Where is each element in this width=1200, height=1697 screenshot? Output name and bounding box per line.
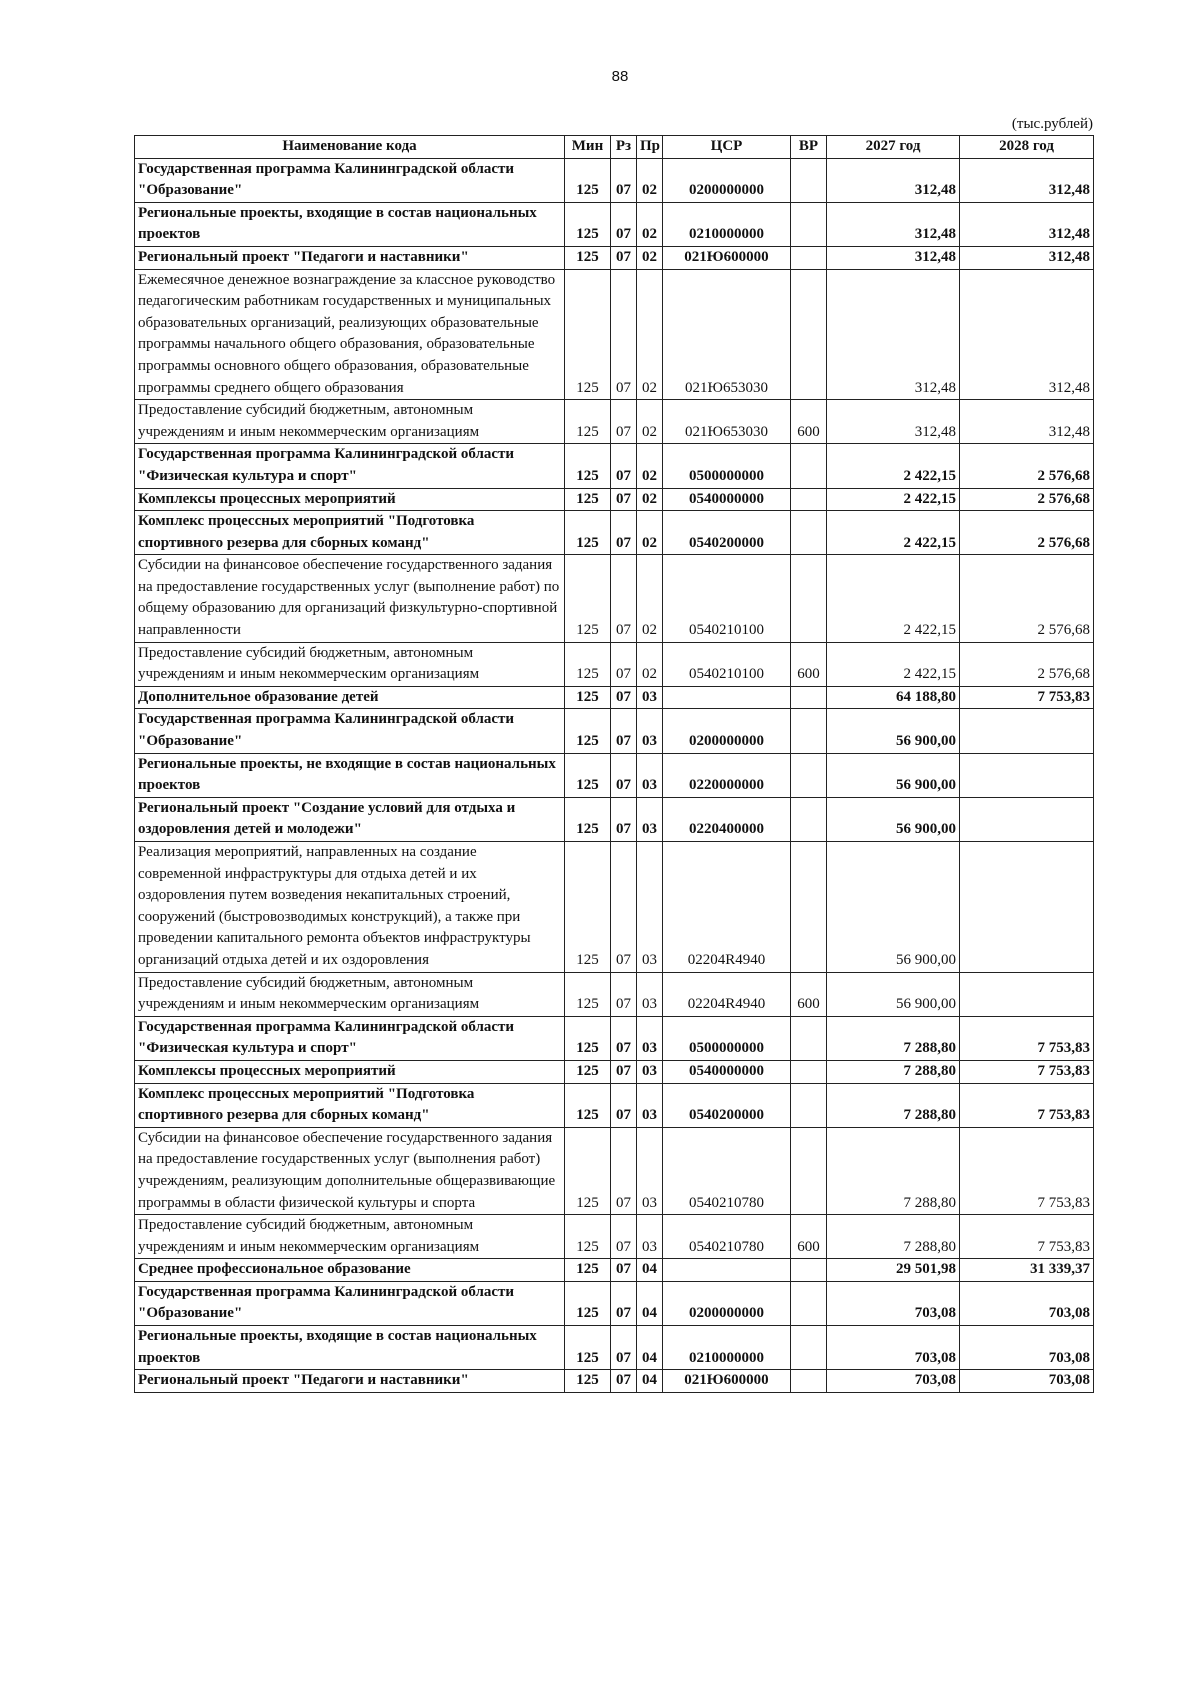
cell-csr: 0500000000 <box>663 1016 791 1060</box>
header-pr: Пр <box>637 136 663 159</box>
cell-pr: 03 <box>637 797 663 841</box>
cell-vr: 600 <box>791 642 827 686</box>
cell-2028: 312,48 <box>960 158 1094 202</box>
cell-min: 125 <box>565 972 611 1016</box>
cell-rz: 07 <box>611 555 637 642</box>
cell-min: 125 <box>565 753 611 797</box>
table-row <box>135 797 1094 841</box>
cell-2027: 64 188,80 <box>827 686 960 709</box>
cell-rz: 07 <box>611 158 637 202</box>
table-row <box>135 269 1094 400</box>
cell-2028: 2 576,68 <box>960 511 1094 555</box>
table-body <box>135 158 1094 1392</box>
cell-2027: 56 900,00 <box>827 709 960 753</box>
cell-vr <box>791 1083 827 1127</box>
units-note: (тыс.рублей) <box>1011 116 1093 132</box>
cell-vr <box>791 686 827 709</box>
cell-csr: 0540210780 <box>663 1215 791 1259</box>
cell-2027: 312,48 <box>827 400 960 444</box>
cell-pr: 02 <box>637 555 663 642</box>
cell-2028 <box>960 753 1094 797</box>
cell-2028: 31 339,37 <box>960 1259 1094 1282</box>
header-2028: 2028 год <box>960 136 1094 159</box>
cell-name: Дополнительное образование детей <box>135 686 565 709</box>
cell-rz: 07 <box>611 1083 637 1127</box>
table-row <box>135 1281 1094 1325</box>
cell-2027: 56 900,00 <box>827 842 960 973</box>
cell-2028: 312,48 <box>960 269 1094 400</box>
cell-csr: 021Ю600000 <box>663 246 791 269</box>
cell-2027: 7 288,80 <box>827 1083 960 1127</box>
cell-2028: 7 753,83 <box>960 686 1094 709</box>
cell-min: 125 <box>565 555 611 642</box>
table-row <box>135 202 1094 246</box>
table-row <box>135 1326 1094 1370</box>
cell-pr: 03 <box>637 842 663 973</box>
cell-2028: 312,48 <box>960 202 1094 246</box>
cell-vr: 600 <box>791 1215 827 1259</box>
cell-pr: 03 <box>637 753 663 797</box>
cell-rz: 07 <box>611 246 637 269</box>
cell-2028: 2 576,68 <box>960 444 1094 488</box>
cell-name: Субсидии на финансовое обеспечение государственного задания на предоставление государственных услуг (выполнение работ) по общему образованию для организаций физкультурно-спортивной направленности <box>135 555 565 642</box>
table-row <box>135 444 1094 488</box>
cell-2027: 7 288,80 <box>827 1215 960 1259</box>
cell-rz: 07 <box>611 972 637 1016</box>
cell-vr <box>791 1016 827 1060</box>
cell-name: Субсидии на финансовое обеспечение государственного задания на предоставление государственных услуг (выполнения работ) учреждениям, реализующим дополнительные общеразвивающие программы в области физической культуры и спорта <box>135 1127 565 1214</box>
table-row <box>135 1060 1094 1083</box>
cell-name: Ежемесячное денежное вознаграждение за классное руководство педагогическим работникам государственных и муниципальных образовательных организаций, реализующих образовательные программы начального общего образования, образовательные программы основного общего образования, образовательные программы среднего общего образования <box>135 269 565 400</box>
cell-2028: 2 576,68 <box>960 555 1094 642</box>
header-min: Мин <box>565 136 611 159</box>
cell-vr <box>791 797 827 841</box>
cell-2027: 312,48 <box>827 158 960 202</box>
cell-2027: 56 900,00 <box>827 797 960 841</box>
cell-rz: 07 <box>611 1127 637 1214</box>
table-row <box>135 1127 1094 1214</box>
cell-vr <box>791 202 827 246</box>
cell-vr <box>791 158 827 202</box>
header-csr: ЦСР <box>663 136 791 159</box>
cell-pr: 03 <box>637 1060 663 1083</box>
cell-min: 125 <box>565 1215 611 1259</box>
cell-2028: 7 753,83 <box>960 1127 1094 1214</box>
cell-name: Государственная программа Калининградской области "Образование" <box>135 709 565 753</box>
cell-name: Комплексы процессных мероприятий <box>135 1060 565 1083</box>
table-row <box>135 246 1094 269</box>
cell-name: Предоставление субсидий бюджетным, автономным учреждениям и иным некоммерческим организациям <box>135 1215 565 1259</box>
cell-csr: 0500000000 <box>663 444 791 488</box>
cell-2027: 312,48 <box>827 202 960 246</box>
table-row <box>135 972 1094 1016</box>
cell-rz: 07 <box>611 444 637 488</box>
cell-csr: 0540210100 <box>663 642 791 686</box>
cell-2028: 7 753,83 <box>960 1016 1094 1060</box>
table-row <box>135 753 1094 797</box>
cell-csr: 021Ю600000 <box>663 1370 791 1393</box>
cell-min: 125 <box>565 1326 611 1370</box>
cell-2027: 703,08 <box>827 1326 960 1370</box>
cell-name: Предоставление субсидий бюджетным, автономным учреждениям и иным некоммерческим организациям <box>135 400 565 444</box>
table-row <box>135 686 1094 709</box>
cell-csr: 0540210780 <box>663 1127 791 1214</box>
cell-2027: 29 501,98 <box>827 1259 960 1282</box>
table-row <box>135 1259 1094 1282</box>
cell-pr: 04 <box>637 1259 663 1282</box>
cell-vr <box>791 1060 827 1083</box>
cell-pr: 03 <box>637 1083 663 1127</box>
cell-min: 125 <box>565 686 611 709</box>
cell-min: 125 <box>565 1083 611 1127</box>
cell-2027: 2 422,15 <box>827 444 960 488</box>
cell-2027: 2 422,15 <box>827 488 960 511</box>
cell-csr: 0210000000 <box>663 1326 791 1370</box>
cell-name: Реализация мероприятий, направленных на создание современной инфраструктуры для отдыха детей и их оздоровления путем возведения некапитальных строений, сооружений (быстровозводимых конструкций), а также при проведении капитального ремонта объектов инфраструктуры организаций отдыха детей и их оздоровления <box>135 842 565 973</box>
cell-2027: 703,08 <box>827 1370 960 1393</box>
cell-pr: 03 <box>637 1127 663 1214</box>
cell-min: 125 <box>565 269 611 400</box>
cell-2028: 703,08 <box>960 1281 1094 1325</box>
cell-rz: 07 <box>611 400 637 444</box>
cell-min: 125 <box>565 1016 611 1060</box>
cell-min: 125 <box>565 511 611 555</box>
cell-vr: 600 <box>791 400 827 444</box>
header-rz: Рз <box>611 136 637 159</box>
cell-rz: 07 <box>611 269 637 400</box>
cell-min: 125 <box>565 797 611 841</box>
cell-rz: 07 <box>611 1016 637 1060</box>
cell-pr: 03 <box>637 686 663 709</box>
cell-vr <box>791 246 827 269</box>
cell-name: Комплексы процессных мероприятий <box>135 488 565 511</box>
cell-rz: 07 <box>611 511 637 555</box>
cell-2028: 312,48 <box>960 246 1094 269</box>
cell-min: 125 <box>565 444 611 488</box>
cell-name: Государственная программа Калининградской области "Образование" <box>135 158 565 202</box>
cell-2028 <box>960 842 1094 973</box>
cell-pr: 04 <box>637 1281 663 1325</box>
cell-2028: 703,08 <box>960 1326 1094 1370</box>
cell-csr <box>663 686 791 709</box>
cell-2027: 703,08 <box>827 1281 960 1325</box>
cell-rz: 07 <box>611 753 637 797</box>
cell-name: Региональные проекты, входящие в состав национальных проектов <box>135 202 565 246</box>
cell-rz: 07 <box>611 797 637 841</box>
cell-pr: 02 <box>637 642 663 686</box>
page-number: 88 <box>611 68 629 85</box>
cell-min: 125 <box>565 842 611 973</box>
budget-table <box>134 135 1094 1393</box>
cell-vr <box>791 555 827 642</box>
cell-2028: 2 576,68 <box>960 488 1094 511</box>
cell-2027: 312,48 <box>827 269 960 400</box>
table-row <box>135 1370 1094 1393</box>
table-row <box>135 709 1094 753</box>
cell-pr: 03 <box>637 1016 663 1060</box>
cell-min: 125 <box>565 488 611 511</box>
cell-2027: 2 422,15 <box>827 511 960 555</box>
cell-min: 125 <box>565 202 611 246</box>
cell-min: 125 <box>565 400 611 444</box>
header-2027: 2027 год <box>827 136 960 159</box>
cell-rz: 07 <box>611 1259 637 1282</box>
cell-2028 <box>960 709 1094 753</box>
cell-vr <box>791 753 827 797</box>
cell-vr <box>791 709 827 753</box>
cell-csr: 0540200000 <box>663 511 791 555</box>
table-header-row <box>135 136 1094 159</box>
cell-vr <box>791 1326 827 1370</box>
cell-min: 125 <box>565 1127 611 1214</box>
cell-pr: 03 <box>637 972 663 1016</box>
table-row <box>135 1016 1094 1060</box>
cell-pr: 04 <box>637 1370 663 1393</box>
cell-name: Региональный проект "Педагоги и наставники" <box>135 246 565 269</box>
cell-rz: 07 <box>611 488 637 511</box>
cell-2027: 2 422,15 <box>827 642 960 686</box>
cell-min: 125 <box>565 642 611 686</box>
cell-min: 125 <box>565 1259 611 1282</box>
cell-min: 125 <box>565 246 611 269</box>
cell-name: Региональный проект "Педагоги и наставники" <box>135 1370 565 1393</box>
cell-csr: 0200000000 <box>663 158 791 202</box>
table-row <box>135 158 1094 202</box>
cell-2027: 7 288,80 <box>827 1060 960 1083</box>
cell-name: Государственная программа Калининградской области "Физическая культура и спорт" <box>135 444 565 488</box>
cell-2028 <box>960 972 1094 1016</box>
cell-rz: 07 <box>611 1215 637 1259</box>
cell-vr <box>791 1127 827 1214</box>
cell-csr: 02204R4940 <box>663 842 791 973</box>
cell-2028: 312,48 <box>960 400 1094 444</box>
cell-min: 125 <box>565 1060 611 1083</box>
cell-2028: 7 753,83 <box>960 1083 1094 1127</box>
cell-name: Среднее профессиональное образование <box>135 1259 565 1282</box>
cell-rz: 07 <box>611 686 637 709</box>
table-row <box>135 400 1094 444</box>
cell-rz: 07 <box>611 1060 637 1083</box>
table-row <box>135 488 1094 511</box>
cell-csr: 021Ю653030 <box>663 269 791 400</box>
cell-csr: 0210000000 <box>663 202 791 246</box>
cell-csr: 0540210100 <box>663 555 791 642</box>
cell-name: Региональный проект "Создание условий для отдыха и оздоровления детей и молодежи" <box>135 797 565 841</box>
cell-vr <box>791 842 827 973</box>
header-name: Наименование кода <box>135 136 565 159</box>
cell-vr <box>791 1281 827 1325</box>
cell-2027: 7 288,80 <box>827 1016 960 1060</box>
cell-min: 125 <box>565 709 611 753</box>
cell-2027: 56 900,00 <box>827 753 960 797</box>
cell-name: Предоставление субсидий бюджетным, автономным учреждениям и иным некоммерческим организациям <box>135 642 565 686</box>
cell-rz: 07 <box>611 709 637 753</box>
cell-vr <box>791 1370 827 1393</box>
table-row <box>135 1083 1094 1127</box>
cell-csr: 0220400000 <box>663 797 791 841</box>
cell-csr: 0200000000 <box>663 709 791 753</box>
cell-csr: 0540000000 <box>663 1060 791 1083</box>
cell-csr: 0540200000 <box>663 1083 791 1127</box>
cell-csr: 02204R4940 <box>663 972 791 1016</box>
cell-rz: 07 <box>611 1370 637 1393</box>
table-row <box>135 642 1094 686</box>
cell-pr: 02 <box>637 511 663 555</box>
cell-rz: 07 <box>611 642 637 686</box>
cell-2027: 2 422,15 <box>827 555 960 642</box>
cell-csr: 0220000000 <box>663 753 791 797</box>
table-row <box>135 555 1094 642</box>
cell-min: 125 <box>565 1281 611 1325</box>
header-vr: ВР <box>791 136 827 159</box>
cell-pr: 03 <box>637 709 663 753</box>
cell-pr: 02 <box>637 158 663 202</box>
cell-vr <box>791 269 827 400</box>
cell-rz: 07 <box>611 1326 637 1370</box>
cell-2027: 56 900,00 <box>827 972 960 1016</box>
cell-pr: 02 <box>637 269 663 400</box>
cell-pr: 02 <box>637 488 663 511</box>
cell-pr: 02 <box>637 202 663 246</box>
cell-min: 125 <box>565 1370 611 1393</box>
table-row <box>135 511 1094 555</box>
table-row <box>135 842 1094 973</box>
cell-2027: 312,48 <box>827 246 960 269</box>
cell-name: Предоставление субсидий бюджетным, автономным учреждениям и иным некоммерческим организациям <box>135 972 565 1016</box>
cell-2028 <box>960 797 1094 841</box>
cell-csr: 0540000000 <box>663 488 791 511</box>
cell-csr <box>663 1259 791 1282</box>
cell-2028: 7 753,83 <box>960 1215 1094 1259</box>
cell-rz: 07 <box>611 1281 637 1325</box>
cell-pr: 02 <box>637 444 663 488</box>
cell-vr: 600 <box>791 972 827 1016</box>
cell-name: Региональные проекты, не входящие в состав национальных проектов <box>135 753 565 797</box>
cell-pr: 02 <box>637 246 663 269</box>
cell-2027: 7 288,80 <box>827 1127 960 1214</box>
cell-rz: 07 <box>611 202 637 246</box>
cell-min: 125 <box>565 158 611 202</box>
cell-name: Комплекс процессных мероприятий "Подготовка спортивного резерва для сборных команд" <box>135 511 565 555</box>
cell-2028: 7 753,83 <box>960 1060 1094 1083</box>
cell-vr <box>791 1259 827 1282</box>
table-row <box>135 1215 1094 1259</box>
cell-vr <box>791 511 827 555</box>
cell-name: Государственная программа Калининградской области "Физическая культура и спорт" <box>135 1016 565 1060</box>
cell-pr: 02 <box>637 400 663 444</box>
cell-csr: 021Ю653030 <box>663 400 791 444</box>
cell-pr: 04 <box>637 1326 663 1370</box>
cell-name: Региональные проекты, входящие в состав национальных проектов <box>135 1326 565 1370</box>
cell-csr: 0200000000 <box>663 1281 791 1325</box>
cell-pr: 03 <box>637 1215 663 1259</box>
cell-name: Государственная программа Калининградской области "Образование" <box>135 1281 565 1325</box>
cell-vr <box>791 488 827 511</box>
cell-2028: 703,08 <box>960 1370 1094 1393</box>
cell-2028: 2 576,68 <box>960 642 1094 686</box>
cell-name: Комплекс процессных мероприятий "Подготовка спортивного резерва для сборных команд" <box>135 1083 565 1127</box>
cell-vr <box>791 444 827 488</box>
cell-rz: 07 <box>611 842 637 973</box>
